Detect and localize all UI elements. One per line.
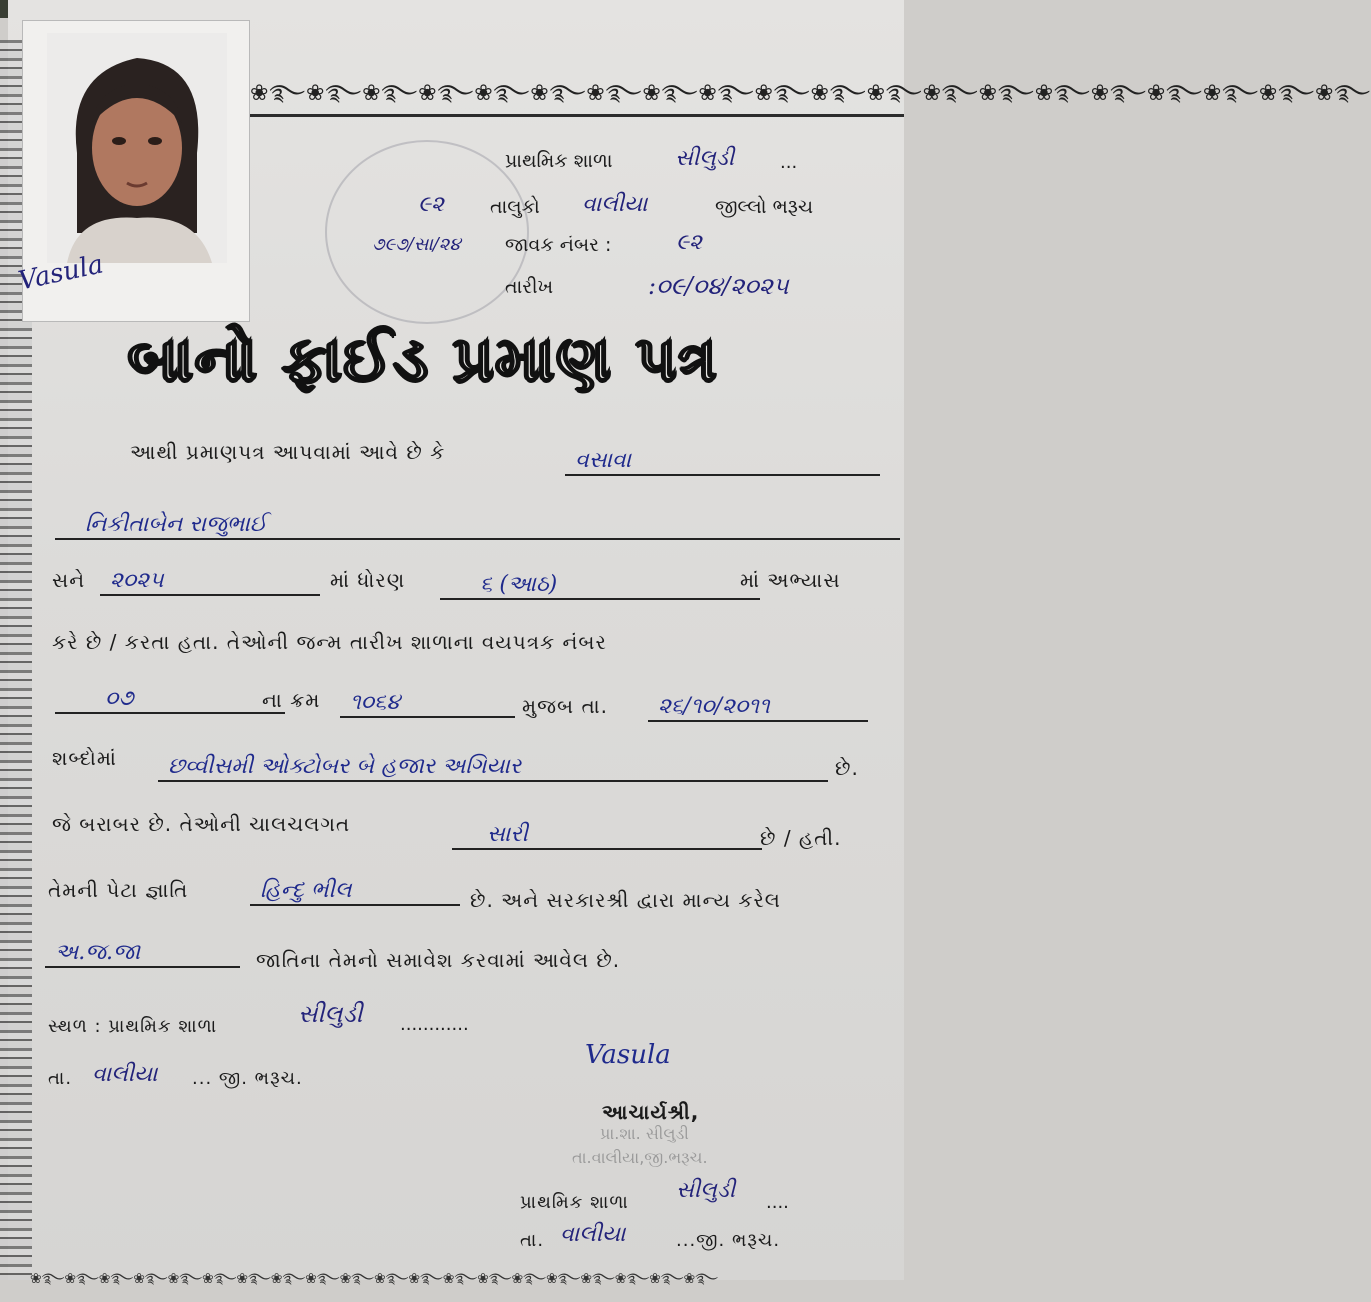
header-outward-value: ૯૨ bbox=[676, 230, 702, 255]
surname-field: વસાવા bbox=[565, 448, 880, 476]
photo-signature: Vasula bbox=[15, 249, 106, 297]
conduct-end: છે / હતી. bbox=[760, 826, 842, 850]
dob-words-field: છવ્વીસમી ઓક્ટોબર બે હજાર અગિયાર bbox=[158, 754, 828, 782]
header-taluka-label: તાલુકો bbox=[490, 196, 540, 218]
principal-label: આચાર્યશ્રી, bbox=[602, 1100, 700, 1124]
taluka-suffix: ... જી. ભરૂચ. bbox=[192, 1068, 303, 1089]
study-label: માં અભ્યાસ bbox=[740, 568, 841, 592]
certificate-title: બાનો ફાઈડ પ્રમાણ પત્ર bbox=[128, 322, 719, 395]
register-number-field: ૦૭ bbox=[55, 686, 285, 714]
header-district-label: જીલ્લો ભરૂચ bbox=[715, 196, 814, 218]
body-line4-text: કરે છે / કરતા હતા. તેઓની જન્મ તારીખ શાળાના વયપત્રક નંબર bbox=[52, 630, 607, 654]
year-field: ૨૦૨૫ bbox=[100, 568, 320, 596]
place-label: સ્થળ : પ્રાથમિક શાળા bbox=[48, 1016, 218, 1037]
conduct-field: સારી bbox=[452, 822, 762, 850]
std-label: માં ધોરણ bbox=[330, 568, 406, 592]
category-field: અ.જ.જા bbox=[45, 940, 240, 968]
header-outward-prefix: ૭૯૭/સા/૨૪ bbox=[372, 234, 461, 255]
header-date-value: :૦૯/૦૪/૨૦૨૫ bbox=[648, 272, 789, 300]
words-end: છે. bbox=[835, 756, 859, 780]
bottom-school-dots: .... bbox=[766, 1192, 789, 1213]
caste-end: છે. અને સરકારશ્રી દ્વારા માન્ય કરેલ bbox=[470, 888, 781, 912]
stamp-line1: પ્રા.શા. સીલુડી bbox=[600, 1124, 689, 1143]
principal-signature: Vasula bbox=[585, 1040, 671, 1070]
bottom-taluka-prefix: તા. bbox=[520, 1230, 545, 1251]
caste-field: હિન્દુ ભીલ bbox=[250, 878, 460, 906]
words-label: શબ્દોમાં bbox=[52, 746, 117, 770]
bottom-school-label: પ્રાથમિક શાળા bbox=[520, 1192, 629, 1213]
dob-field: ૨૬/૧૦/૨૦૧૧ bbox=[648, 694, 868, 722]
serial-field: ૧૦૬૪ bbox=[340, 690, 515, 718]
category-end: જાતિના તેમનો સમાવેશ કરવામાં આવેલ છે. bbox=[256, 948, 621, 972]
conduct-text: જે બરાબર છે. તેઓની ચાલચલગત bbox=[52, 812, 351, 836]
header-number-left: ૯૨ bbox=[418, 192, 444, 217]
taluka-prefix: તા. bbox=[48, 1068, 73, 1089]
taluka-value: વાલીયા bbox=[92, 1062, 158, 1087]
header-date-label: તારીખ bbox=[505, 276, 554, 298]
stamp-line2: તા.વાલીયા,જી.ભરૂચ. bbox=[572, 1148, 708, 1167]
bottom-taluka-value: વાલીયા bbox=[560, 1222, 626, 1247]
full-name-field: નિકીતાબેન રાજુભાઈ bbox=[55, 512, 900, 540]
year-label: સને bbox=[52, 568, 86, 592]
student-portrait-icon bbox=[47, 33, 227, 263]
body-line1-text: આથી પ્રમાણપત્ર આપવામાં આવે છે કે bbox=[130, 440, 446, 464]
header-school-label: પ્રાથમિક શાળા bbox=[505, 150, 613, 172]
place-value: સીલુડી bbox=[298, 1000, 363, 1028]
bottom-taluka-suffix: ...જી. ભરૂચ. bbox=[676, 1230, 781, 1251]
std-field: ૬ (આઠ) bbox=[440, 572, 760, 600]
bottom-ornamental-border: ❀࿐❀࿐❀࿐❀࿐❀࿐❀࿐❀࿐❀࿐❀࿐❀࿐❀࿐❀࿐❀࿐❀࿐❀࿐❀࿐❀࿐❀࿐❀࿐❀࿐ bbox=[30, 1271, 718, 1287]
serial-label: ના ક્રમ bbox=[262, 688, 321, 712]
header-taluka-value: વાલીયા bbox=[582, 192, 648, 217]
watermark-stamp bbox=[325, 140, 529, 324]
header-school-dots: ... bbox=[780, 152, 798, 173]
header-school-value: સીલુડી bbox=[675, 146, 735, 171]
caste-label: તેમની પેટા જ્ઞાતિ bbox=[48, 878, 189, 902]
top-ornamental-border: ❀࿐❀࿐❀࿐❀࿐❀࿐❀࿐❀࿐❀࿐❀࿐❀࿐❀࿐❀࿐❀࿐❀࿐❀࿐❀࿐❀࿐❀࿐❀࿐❀࿐ bbox=[250, 81, 1371, 106]
bottom-school-value: સીલુડી bbox=[676, 1178, 736, 1203]
header-outward-label: જાવક નંબર : bbox=[505, 234, 612, 256]
top-rule-line bbox=[250, 114, 904, 117]
place-dots: ............ bbox=[400, 1014, 469, 1035]
as-per-label: મુજબ તા. bbox=[522, 694, 608, 718]
